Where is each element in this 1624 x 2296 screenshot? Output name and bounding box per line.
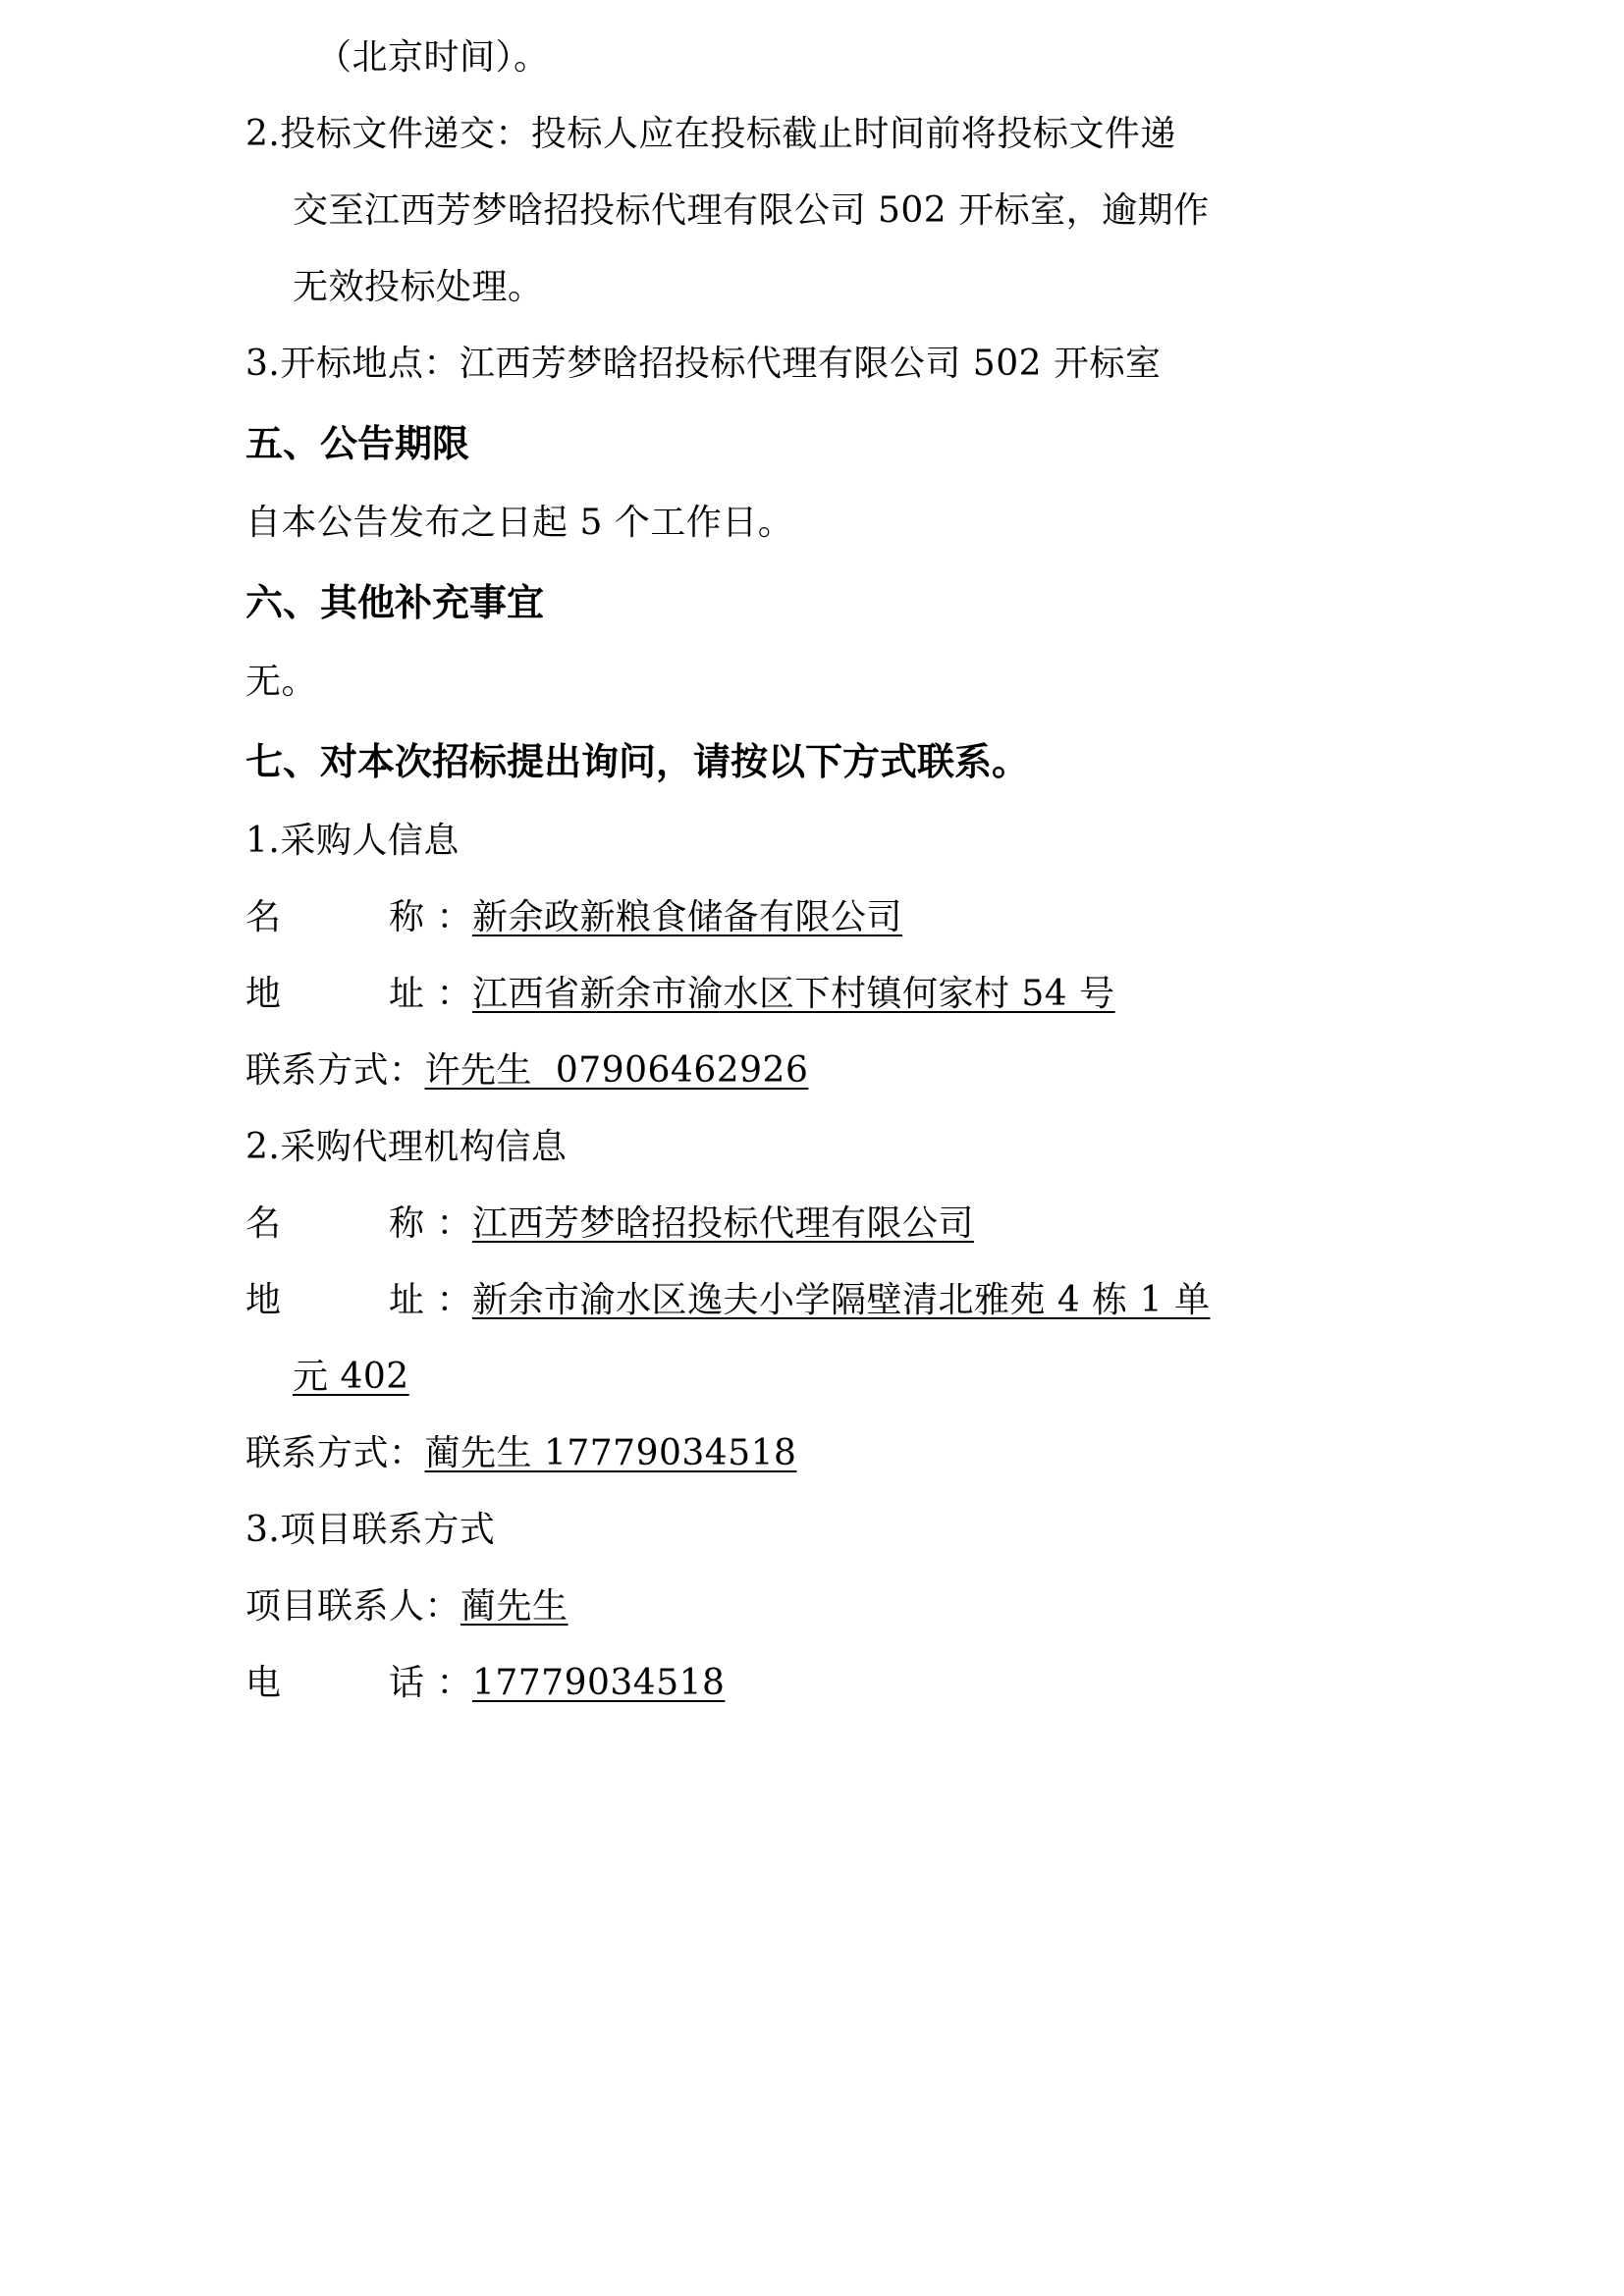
purchaser-contact-row	[245, 1033, 1477, 1109]
purchaser-address-label: 地 址 ：	[245, 974, 472, 1014]
agency-contact-row	[245, 1415, 1477, 1492]
agency-name-value: 江西芳梦晗招投标代理有限公司	[471, 1203, 974, 1244]
section-heading-six: 六、其他补充事宜	[245, 580, 545, 624]
agency-name-row	[245, 1186, 1477, 1262]
agency-info-title: 2.采购代理机构信息	[245, 1127, 568, 1167]
purchaser-address-value: 江西省新余市渝水区下村镇何家村 54 号	[471, 974, 1115, 1014]
paragraph-line-submission-2: 交至江西芳梦晗招投标代理有限公司 502 开标室，逾期作	[293, 190, 1210, 231]
project-phone-label: 电 话 ：	[245, 1663, 472, 1703]
purchaser-info-title: 1.采购人信息	[245, 821, 460, 861]
project-phone-value: 17779034518	[471, 1663, 726, 1703]
agency-address-row-cont	[245, 1339, 1477, 1415]
section-heading-five: 五、公告期限	[245, 421, 470, 465]
project-person-row	[245, 1569, 1477, 1645]
project-person-value: 蔺先生	[460, 1586, 568, 1627]
section-heading-seven: 七、对本次招标提出询问，请按以下方式联系。	[245, 739, 1030, 783]
paragraph-line-bid-opening-location: 3.开标地点：江西芳梦晗招投标代理有限公司 502 开标室	[245, 344, 1162, 384]
purchaser-contact-value: 许先生 07906462926	[424, 1050, 809, 1091]
purchaser-address-row	[245, 956, 1477, 1033]
section-five-body: 自本公告发布之日起 5 个工作日。	[245, 503, 794, 543]
paragraph-line-submission-1: 2.投标文件递交：投标人应在投标截止时间前将投标文件递	[245, 114, 1176, 154]
agency-address-row	[245, 1262, 1477, 1339]
section-six-body: 无。	[245, 662, 318, 702]
agency-address-label: 地 址 ：	[245, 1280, 472, 1320]
paragraph-line-beijing-time: （北京时间）。	[316, 37, 550, 78]
project-phone-row	[245, 1645, 1477, 1722]
agency-contact-label: 联系方式：	[245, 1433, 425, 1473]
paragraph-line-submission-3: 无效投标处理。	[293, 267, 544, 307]
agency-address-value: 新余市渝水区逸夫小学隔壁清北雅苑 4 栋 1 单	[471, 1280, 1211, 1320]
agency-name-label: 名 称 ：	[245, 1203, 472, 1244]
project-person-label: 项目联系人：	[245, 1586, 461, 1627]
agency-contact-value: 蔺先生 17779034518	[424, 1433, 797, 1473]
agency-address-value-cont: 元 402	[293, 1357, 409, 1397]
purchaser-name-row	[245, 880, 1477, 956]
purchaser-contact-label: 联系方式：	[245, 1050, 425, 1091]
purchaser-name-label: 名 称 ：	[245, 897, 472, 937]
project-contact-title: 3.项目联系方式	[245, 1510, 496, 1550]
purchaser-name-value: 新余政新粮食储备有限公司	[471, 897, 902, 937]
